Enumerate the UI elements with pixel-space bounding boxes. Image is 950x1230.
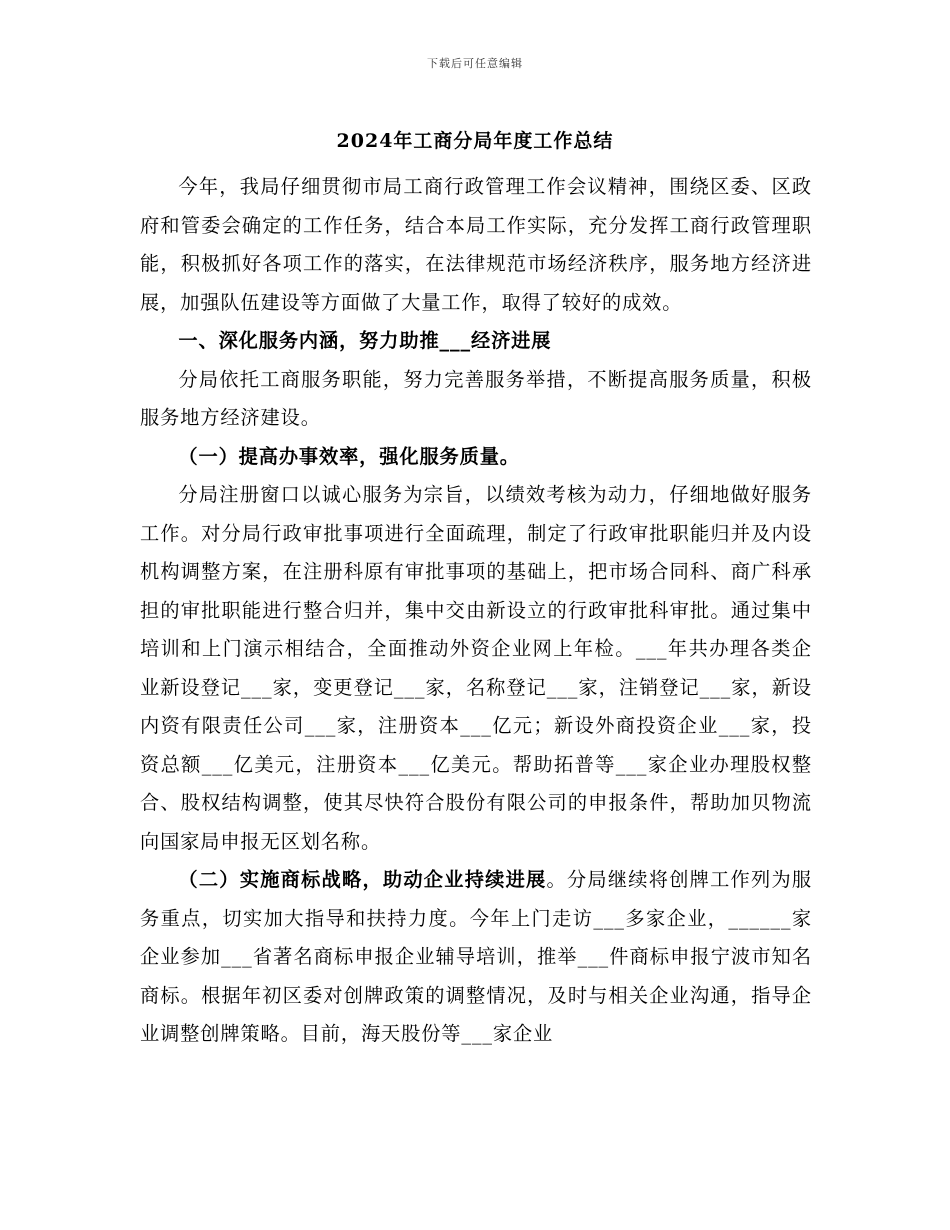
subsection-heading-1: （一）提高办事效率，强化服务质量。 <box>178 444 520 468</box>
section-heading-1: 一、深化服务内涵，努力助推___经济进展 <box>178 329 552 352</box>
paragraph-subsection-2-text: 。分局继续将创牌工作列为服务重点，切实加大指导和扶持力度。今年上门走访___多家企业，______家企业参加___省著名商标申报企业辅导培训，推举___件商标申报宁波市知名商标。根据年初区委对创牌政策的调整情况，及时与相关企业沟通，指导企业调整创牌策略。目前，海天股份等___家企业 <box>140 868 812 1045</box>
header-note: 下载后可任意编辑 <box>427 57 523 70</box>
paragraph-intro: 今年，我局仔细贯彻市局工商行政管理工作会议精神，围绕区委、区政府和管委会确定的工作任务，结合本局工作实际，充分发挥工商行政管理职能，积极抓好各项工作的落实，在法律规范市场经济秩序，服务地方经济进展，加强队伍建设等方面做了大量工作，取得了较好的成效。 <box>140 175 812 314</box>
document-title: 2024年工商分局年度工作总结 <box>336 130 614 152</box>
subsection-heading-2: （二）实施商标战略，助动企业持续进展 <box>178 868 547 891</box>
paragraph-subsection-1: 分局注册窗口以诚心服务为宗旨，以绩效考核为动力，仔细地做好服务工作。对分局行政审批事项进行全面疏理，制定了行政审批职能归并及内设机构调整方案，在注册科原有审批事项的基础上，把市场合同科、商广科承担的审批职能进行整合归并，集中交由新设立的行政审批科审批。通过集中培训和上门演示相结合，全面推动外资企业网上年检。___年共办理各类企业新设登记___家，变更登记___家，名称登记___家，注销登记___家，新设内资有限责任公司___家，注册资本___亿元；新设外商投资企业___家，投资总额___亿美元，注册资本___亿美元。帮助拓普等___家企业办理股权整合、股权结构调整，使其尽快符合股份有限公司的申报条件，帮助加贝物流向国家局申报无区划名称。 <box>140 483 812 853</box>
paragraph-section-1: 分局依托工商服务职能，努力完善服务举措，不断提高服务质量，积极服务地方经济建设。 <box>140 367 812 429</box>
document-body <box>140 168 812 1054</box>
paragraph-subsection-2 <box>140 861 812 1054</box>
